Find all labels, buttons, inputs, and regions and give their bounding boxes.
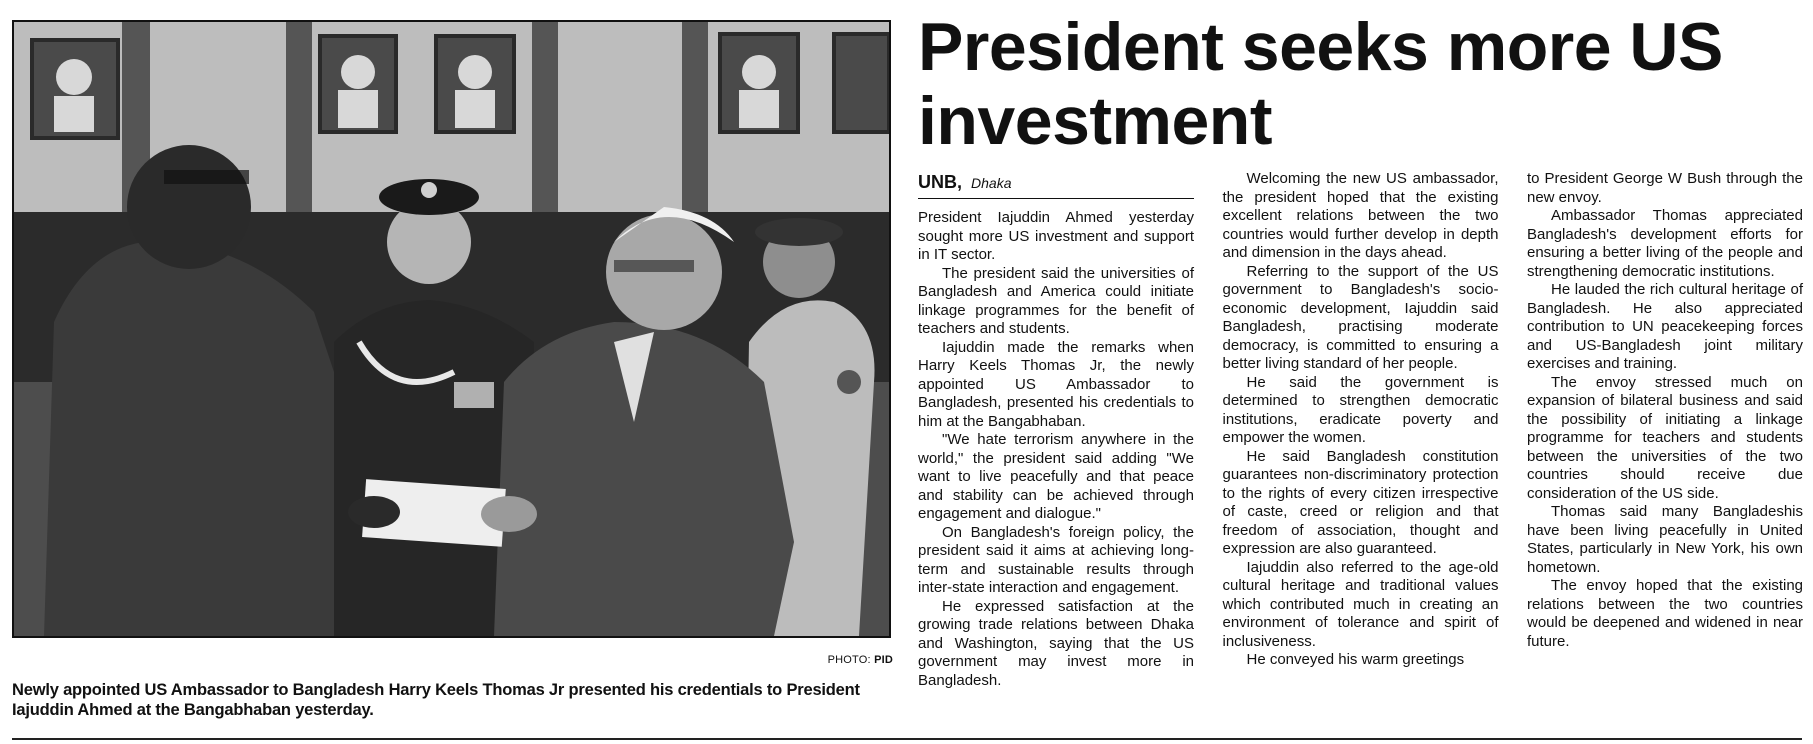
article-paragraph: Welcoming the new US ambassador, the president hoped that the existing excellent relations between the two countries would further develop in depth and dimension in the days ahead.: [1222, 170, 1499, 261]
article-paragraph: The envoy hoped that the existing relations between the two countries would be deepened and widened in near future.: [1527, 577, 1803, 650]
article-paragraph: Referring to the support of the US government to Bangladesh's socio-economic development, Iajuddin said Bangladesh, practising moderate democracy, is committed to ensuring a better living standard of her people.: [1222, 262, 1499, 372]
byline-agency: UNB,: [918, 172, 962, 192]
article-paragraph: to President George W Bush through the new envoy.: [1527, 170, 1803, 206]
article-paragraph: On Bangladesh's foreign policy, the president said it aims at achieving long-term and sustainable results through inter-state interaction and engagement.: [918, 523, 1194, 596]
article-paragraph: Iajuddin also referred to the age-old cultural heritage and traditional values which contributed much in creating an environment of tolerance and spirit of inclusiveness.: [1222, 558, 1499, 650]
article-paragraph: He conveyed his warm greetings: [1246, 651, 1465, 668]
bottom-divider: [12, 738, 1802, 740]
article-paragraph: The envoy stressed much on expansion of bilateral business and said the possibility of initiating a linkage programme for teachers and students between the universities of the two countries should receive due consideration of the US side.: [1527, 373, 1803, 502]
article-paragraph: "We hate terrorism anywhere in the world," the president said adding "We want to live peacefully and that peace and stability can be achieved through engagement and dialogue.": [918, 431, 1194, 522]
article-paragraph: Iajuddin made the remarks when Harry Keels Thomas Jr, the newly appointed US Ambassador to Bangladesh, presented his credentials to him at the Bangabhaban.: [918, 338, 1194, 430]
article-paragraph: He expressed satisfaction at the growing trade relations between Dhaka and Washington, saying that the US government may invest more in Bangladesh.: [918, 597, 1194, 689]
article-paragraph: He said the government is determined to strengthen democratic institutions, eradicate poverty and empower the women.: [1222, 373, 1499, 446]
article-paragraph: He lauded the rich cultural heritage of Bangladesh. He also appreciated contribution to UN peacekeeping forces and US-Bangladesh joint military exercises and training.: [1527, 281, 1803, 372]
article-paragraph: The president said the universities of Bangladesh and America could initiate linkage programmes for the benefit of teachers and students.: [918, 264, 1194, 337]
article-column-2: [1223, 170, 1499, 740]
photo-illustration: [14, 22, 889, 636]
article-paragraph: President Iajuddin Ahmed yesterday sought more US investment and support in IT sector.: [918, 209, 1194, 263]
news-photo: [12, 20, 891, 638]
article-column-1: [918, 170, 1194, 740]
article-headline: President seeks more US investment: [918, 9, 1723, 159]
article-column-3: [1527, 170, 1803, 740]
photo-caption: Newly appointed US Ambassador to Bangladesh Harry Keels Thomas Jr presented his credentials to President Iajuddin Ahmed at the Bangabhaban yesterday.: [12, 681, 860, 719]
photo-credit-label: PHOTO:: [827, 654, 871, 666]
article-paragraph: Ambassador Thomas appreciated Bangladesh's development efforts for ensuring a better living of the people and strengthening democratic institutions.: [1527, 207, 1803, 280]
article-paragraph: Thomas said many Bangladeshis have been living peacefully in United States, particularly in New York, his own hometown.: [1527, 503, 1803, 576]
byline: [918, 170, 1194, 199]
byline-place: Dhaka: [971, 175, 1012, 191]
article-paragraph: He said Bangladesh constitution guarantees non-discriminatory protection to the rights of every citizen irrespective of caste, creed or religion and that freedom of association, thought and expression are also guaranteed.: [1222, 447, 1499, 557]
photo-credit-source: PID: [874, 654, 893, 666]
article-body: [918, 170, 1803, 740]
photo-credit: [12, 654, 893, 666]
